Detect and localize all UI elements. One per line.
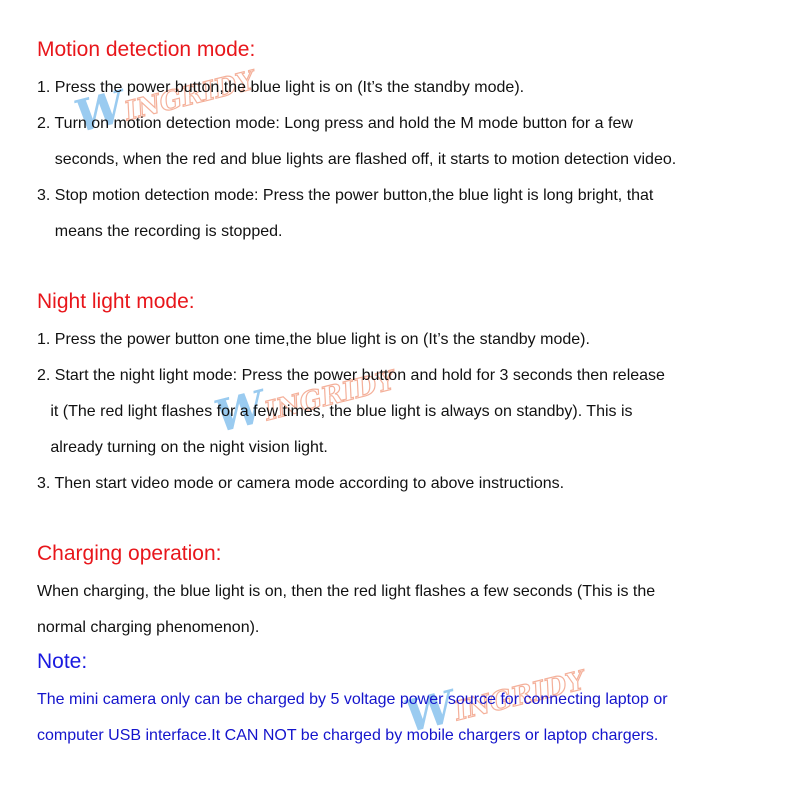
night-step-line: already turning on the night vision light. [37, 439, 328, 456]
night-light-heading: Night light mode: [37, 290, 195, 313]
watermark-rest: INGRIDY [261, 365, 399, 428]
night-step-line: 2. Start the night light mode: Press the power button and hold for 3 seconds then release [37, 367, 665, 384]
note-text-line: computer USB interface.It CAN NOT be charged by mobile chargers or laptop chargers. [37, 727, 659, 744]
watermark-initial: W [209, 381, 270, 443]
night-step-line: 3. Then start video mode or camera mode according to above instructions. [37, 475, 565, 492]
motion-step-line: 2. Turn on motion detection mode: Long press and hold the M mode button for a few [37, 115, 633, 132]
watermark-rest: INGRIDY [121, 65, 259, 128]
charging-text-line: normal charging phenomenon). [37, 619, 260, 636]
note-text-line: The mini camera only can be charged by 5 voltage power source for connecting laptop or [37, 691, 668, 708]
watermark-initial: W [69, 81, 130, 143]
night-step-line: it (The red light flashes for a few times, the blue light is always on standby). This is [37, 403, 633, 420]
motion-step-line: 1. Press the power button,the blue light is on (It’s the standby mode). [37, 79, 525, 96]
motion-detection-heading: Motion detection mode: [37, 38, 256, 61]
charging-heading: Charging operation: [37, 542, 222, 565]
motion-step-line: seconds, when the red and blue lights are flashed off, it starts to motion detection video. [37, 151, 677, 168]
watermark-rest: INGRIDY [451, 665, 589, 728]
charging-text-line: When charging, the blue light is on, then the red light flashes a few seconds (This is the [37, 583, 656, 600]
motion-step-line: means the recording is stopped. [37, 223, 283, 240]
note-heading: Note: [37, 650, 88, 673]
watermark-initial: W [399, 681, 460, 743]
motion-step-line: 3. Stop motion detection mode: Press the power button,the blue light is long bright, that [37, 187, 654, 204]
night-step-line: 1. Press the power button one time,the blue light is on (It’s the standby mode). [37, 331, 590, 348]
watermark-logo [210, 349, 399, 443]
